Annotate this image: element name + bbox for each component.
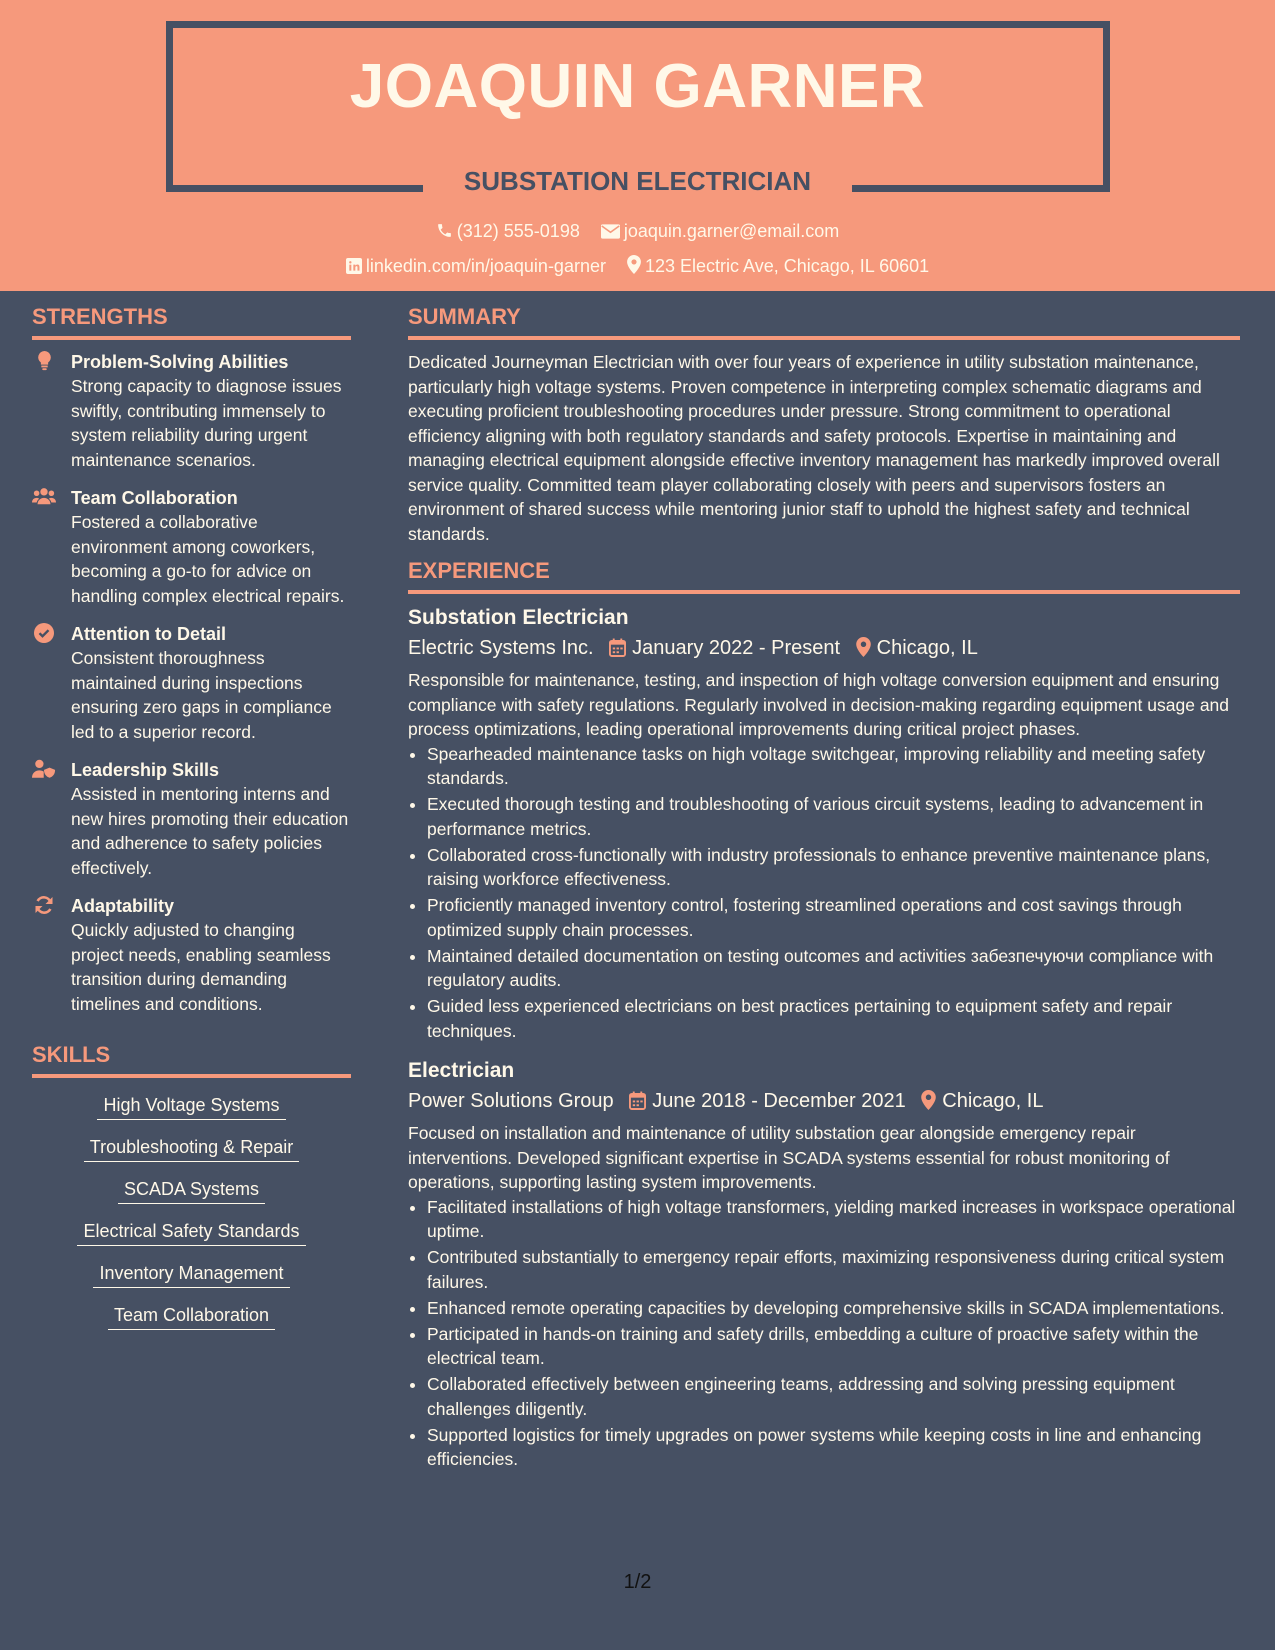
resume-header xyxy=(0,0,1275,291)
map-marker-icon xyxy=(921,1090,936,1110)
experience-section xyxy=(408,560,1240,1472)
linkedin-item[interactable] xyxy=(346,256,611,276)
strength-desc: Quickly adjusted to changing project needs, enabling seamless transition during demanding timelines and conditions. xyxy=(71,920,331,1014)
sync-icon xyxy=(34,895,54,915)
summary-heading: SUMMARY xyxy=(408,306,1240,340)
address-item xyxy=(627,256,929,276)
job-description: Focused on installation and maintenance of utility substation gear alongside emergency repair interventions. Developed significant expertise in SCADA systems essential for robust monitoring of operations, supporting lasting system improvements. xyxy=(408,1123,1170,1192)
job-dates: January 2022 - Present xyxy=(632,637,841,659)
strength-title: Leadership Skills xyxy=(71,760,220,780)
strength-title: Problem-Solving Abilities xyxy=(71,352,289,372)
skill-item: Troubleshooting & Repair xyxy=(32,1138,351,1162)
list-item: • Collaborated cross-functionally with industry professionals to enhance preventive maintenance plans, raising workforce effectiveness. xyxy=(427,843,1240,892)
list-item: • Contributed substantially to emergency repair efforts, maximizing responsiveness during critical system failures. xyxy=(427,1245,1240,1294)
strength-title: Attention to Detail xyxy=(71,624,226,644)
contact-row-2 xyxy=(0,255,1275,275)
contact-row-1 xyxy=(0,222,1275,240)
lightbulb-icon xyxy=(37,351,52,371)
phone-icon xyxy=(436,222,453,239)
list-item: • Collaborated effectively between engineering teams, addressing and solving pressing equipment challenges diligently. xyxy=(427,1372,1240,1421)
map-marker-icon xyxy=(856,637,871,657)
strength-title: Team Collaboration xyxy=(71,488,238,508)
strength-desc: Fostered a collaborative environment among coworkers, becoming a go-to for advice on handling complex electrical repairs. xyxy=(71,512,345,606)
list-item: • Executed thorough testing and troubleshooting of various circuit systems, leading to advancement in performance metrics. xyxy=(427,792,1240,841)
strengths-heading: STRENGTHS xyxy=(32,306,351,340)
job-role: Substation Electrician xyxy=(408,606,629,629)
strength-desc: Strong capacity to diagnose issues swiftly, contributing immensely to system reliability during urgent maintenance scenarios. xyxy=(71,376,342,470)
job-title: SUBSTATION ELECTRICIAN xyxy=(463,166,812,196)
job-role: Electrician xyxy=(408,1059,515,1082)
experience-heading: EXPERIENCE xyxy=(408,560,1240,594)
email-text[interactable]: joaquin.garner@email.com xyxy=(623,221,840,241)
job-dates: June 2018 - December 2021 xyxy=(652,1090,906,1112)
envelope-icon xyxy=(601,224,620,239)
check-circle-icon xyxy=(34,623,54,643)
list-item: • Guided less experienced electricians on best practices pertaining to equipment safety and repair techniques. xyxy=(427,994,1240,1043)
calendar-icon xyxy=(629,1091,646,1110)
skills-heading: SKILLS xyxy=(32,1044,351,1078)
linkedin-text[interactable]: linkedin.com/in/joaquin-garner xyxy=(365,256,606,276)
strength-item xyxy=(32,622,351,744)
summary-text: Dedicated Journeyman Electrician with over four years of experience in utility substation maintenance, particularly high voltage systems. Proven competence in interpreting complex schematic diagrams and executing proficient troubleshooting procedures under pressure. Strong commitment to operational efficiency aligning with both regulatory standards and safety protocols. Expertise in maintaining and managing electrical equipment alongside effective inventory management has markedly improved overall service quality. Committed team player collaborating closely with peers and supervisors fosters an environment of shared success while mentoring junior staff to uphold the highest safety and technical standards. xyxy=(408,352,1220,544)
list-item: • Participated in hands-on training and safety drills, embedding a culture of proactive safety within the electrical team. xyxy=(427,1322,1240,1371)
strength-item xyxy=(32,758,351,880)
strength-desc: Consistent thoroughness maintained during inspections ensuring zero gaps in compliance led to a superior record. xyxy=(71,648,332,742)
right-column xyxy=(408,306,1240,1486)
strength-item xyxy=(32,894,351,1016)
list-item: • Facilitated installations of high voltage transformers, yielding marked increases in workspace operational uptime. xyxy=(427,1195,1240,1244)
job-bullets xyxy=(408,742,1240,1044)
job-meta xyxy=(408,1085,1240,1117)
phone-text: (312) 555-0198 xyxy=(456,221,580,241)
calendar-icon xyxy=(609,638,626,657)
job-company: Power Solutions Group xyxy=(408,1090,614,1112)
list-item: • Proficiently managed inventory control, fostering streamlined operations and cost savings through optimized supply chain processes. xyxy=(427,893,1240,942)
job-location: Chicago, IL xyxy=(942,1090,1044,1112)
job-bullets xyxy=(408,1195,1240,1472)
list-item: • Maintained detailed documentation on testing outcomes and activities забезпечуючи compliance with regulatory audits. xyxy=(427,944,1240,993)
left-column xyxy=(32,306,351,1330)
skill-item: Inventory Management xyxy=(32,1264,351,1288)
strength-title: Adaptability xyxy=(71,896,175,916)
address-text: 123 Electric Ave, Chicago, IL 60601 xyxy=(644,256,930,276)
strength-desc: Assisted in mentoring interns and new hires promoting their education and adherence to safety policies effectively. xyxy=(71,784,349,878)
email-item[interactable] xyxy=(601,221,839,241)
user-shield-icon xyxy=(32,759,56,778)
users-icon xyxy=(32,487,56,505)
strength-item xyxy=(32,350,351,472)
job-entry xyxy=(408,604,1240,1043)
job-company: Electric Systems Inc. xyxy=(408,637,594,659)
map-marker-icon xyxy=(627,255,641,274)
page-number: 1/2 xyxy=(623,1571,652,1593)
list-item: • Spearheaded maintenance tasks on high voltage switchgear, improving reliability and meeting safety standards. xyxy=(427,742,1240,791)
job-description: Responsible for maintenance, testing, and inspection of high voltage conversion equipment and ensuring compliance with safety regulations. Regularly involved in decision-making regarding equipment usage and process optimizations, leading operational improvements during critical project phases. xyxy=(408,670,1230,739)
skill-item: Team Collaboration xyxy=(32,1306,351,1330)
list-item: • Enhanced remote operating capacities by developing comprehensive skills in SCADA implementations. xyxy=(427,1296,1240,1321)
job-location: Chicago, IL xyxy=(876,637,978,659)
strength-item xyxy=(32,486,351,608)
skill-item: High Voltage Systems xyxy=(32,1096,351,1120)
list-item: • Supported logistics for timely upgrades on power systems while keeping costs in line and enhancing efficiencies. xyxy=(427,1423,1240,1472)
linkedin-icon xyxy=(346,258,362,274)
skill-item: Electrical Safety Standards xyxy=(32,1222,351,1246)
job-meta xyxy=(408,632,1240,664)
phone-item xyxy=(436,221,585,241)
skill-item: SCADA Systems xyxy=(32,1180,351,1204)
job-entry xyxy=(408,1057,1240,1472)
skills-section xyxy=(32,1044,351,1330)
summary-section xyxy=(408,306,1240,546)
strengths-section xyxy=(32,306,351,1016)
candidate-name: JOAQUIN GARNER xyxy=(349,52,926,121)
